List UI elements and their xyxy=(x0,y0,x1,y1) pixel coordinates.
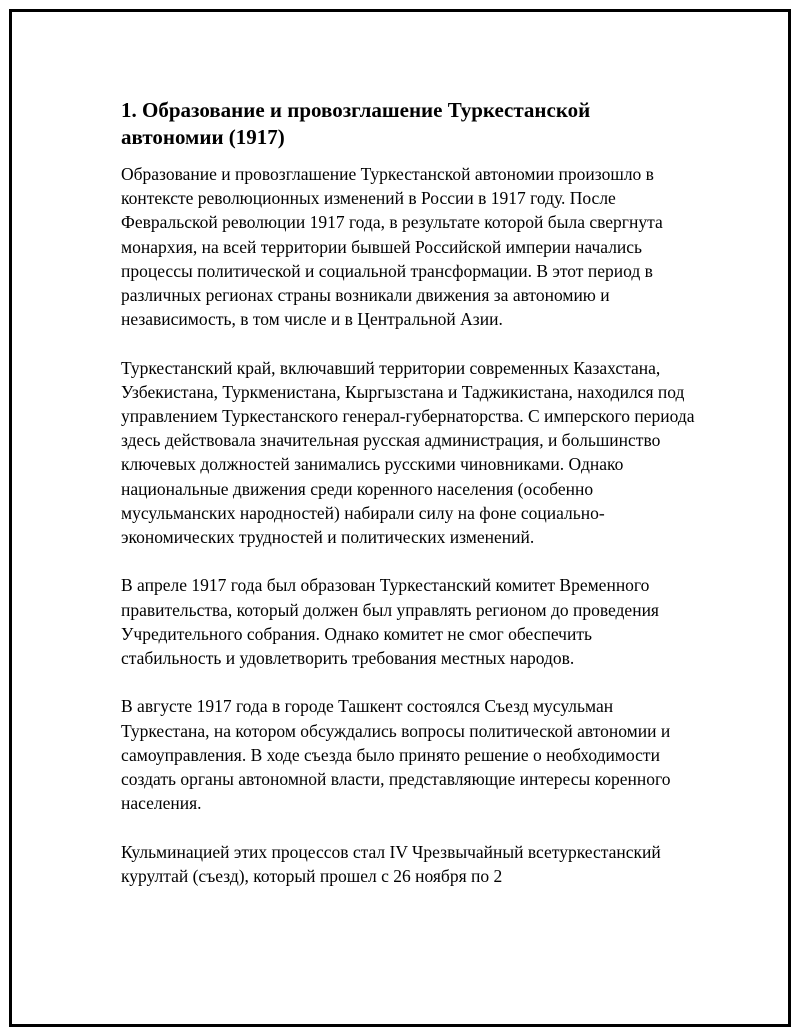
paragraph: В августе 1917 года в городе Ташкент состоялся Съезд мусульман Туркестана, на котором обсуждались вопросы политической автономии и самоуправления. В ходе съезда было принято решение о необходимости создать органы автономной власти, представляющие интересы коренного населения. xyxy=(121,696,671,814)
document-body xyxy=(121,97,696,912)
section-heading: 1. Образование и провозглашение Туркестанской автономии (1917) xyxy=(121,98,591,149)
paragraph: Образование и провозглашение Туркестанской автономии произошло в контексте революционных изменений в России в 1917 году. После Февральской революции 1917 года, в результате которой была свергнута монархия, на всей территории бывшей Российской империи начались процессы политической и социальной трансформации. В этот период в различных регионах страны возникали движения за автономию и независимость, в том числе и в Центральной Азии. xyxy=(121,164,663,330)
paragraph: Кульминацией этих процессов стал IV Чрезвычайный всетуркестанский курултай (съезд), который прошел с 26 ноября по 2 xyxy=(121,841,661,886)
document-page xyxy=(9,9,791,1027)
paragraph: В апреле 1917 года был образован Туркестанский комитет Временного правительства, который должен был управлять регионом до проведения Учредительного собрания. Однако комитет не смог обеспечить стабильность и удовлетворить требования местных народов. xyxy=(121,575,659,669)
paragraph: Туркестанский край, включавший территории современных Казахстана, Узбекистана, Туркменистана, Кыргызстана и Таджикистана, находился под управлением Туркестанского генерал-губернаторства. С имперского периода здесь действовала значительная русская администрация, и большинство ключевых должностей занимались русскими чиновниками. Однако национальные движения среди коренного населения (особенно мусульманских народностей) набирали силу на фоне социально-экономических трудностей и политических изменений. xyxy=(121,357,695,548)
